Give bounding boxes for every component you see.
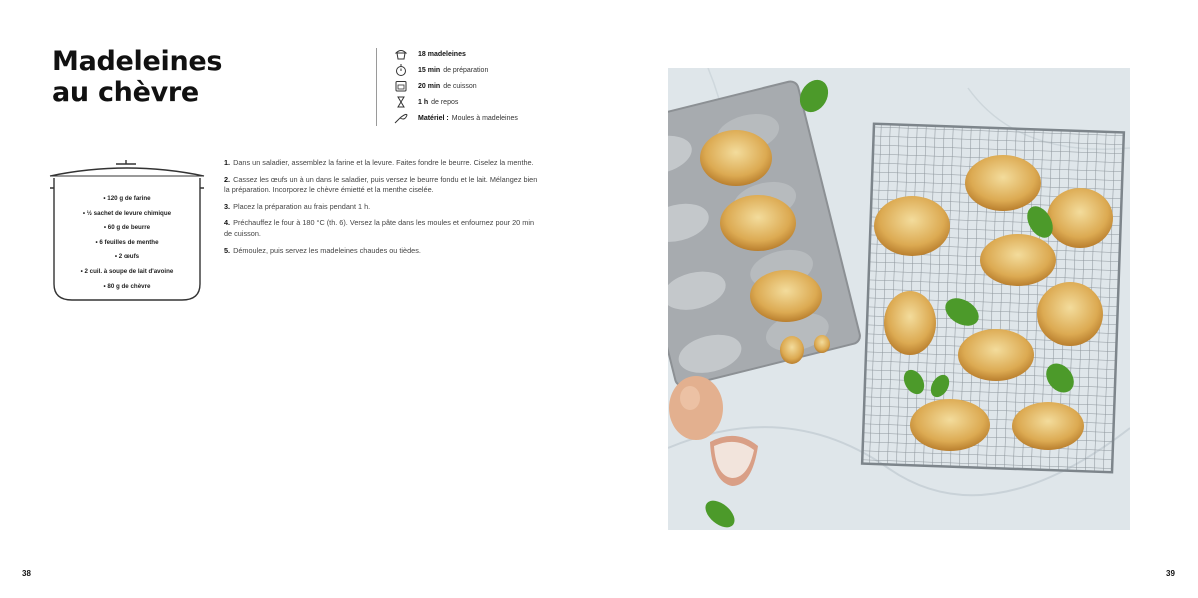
step-3: 3. Placez la préparation au frais pendant 1 h.	[224, 201, 371, 211]
page-number-left: 38	[22, 569, 31, 578]
step-4: 4. Préchauffez le four à 180 °C (th. 6). Versez la pâte dans les moules et enfournez pour 20 min de cuisson.	[224, 218, 535, 238]
ingredient-item: • 80 g de chèvre	[103, 282, 151, 290]
ingredient-item: • 2 œufs	[114, 253, 140, 261]
info-rest-time: 1 h de repos	[394, 94, 518, 110]
madeleines-photo	[668, 68, 1130, 530]
recipe-title-line-2: au chèvre	[52, 77, 199, 108]
page-number-right: 39	[1166, 569, 1175, 578]
step-1: 1. Dans un saladier, assemblez la farine et la levure. Faites fondre le beurre. Ciselez la menthe.	[224, 158, 534, 167]
info-prep-time: 15 min de préparation	[394, 62, 518, 78]
info-cook-time: 20 min de cuisson	[394, 78, 518, 94]
info-servings: 18 madeleines	[394, 46, 518, 62]
recipe-info	[394, 46, 518, 126]
ingredient-item: • 2 cuil. à soupe de lait d'avoine	[80, 267, 174, 275]
oven-icon	[394, 80, 408, 92]
ingredients-list	[52, 192, 202, 294]
ingredient-item: • 120 g de farine	[103, 195, 151, 202]
ingredient-item: • 6 feuilles de menthe	[95, 238, 159, 246]
whisk-icon	[394, 112, 408, 124]
hourglass-icon	[394, 96, 408, 108]
step-2: 2. Cassez les œufs un à un dans le saladier, puis versez le beurre fondu et le lait. Mélangez bien la préparation. Incorporez le chèvre émietté et la menthe ciselée.	[224, 174, 538, 195]
recipe-title	[52, 46, 222, 108]
recipe-steps	[224, 158, 542, 262]
ingredient-item: • ½ sachet de levure chimique	[82, 209, 172, 217]
info-equipment: Matériel : Moules à madeleines	[394, 110, 518, 126]
ingredient-item: • 60 g de beurre	[103, 224, 151, 232]
info-divider	[376, 48, 377, 126]
muffin-icon	[394, 48, 408, 60]
recipe-title-line-1: Madeleines	[52, 46, 223, 77]
step-5: 5. Démoulez, puis servez les madeleines chaudes ou tièdes.	[224, 245, 421, 255]
timer-icon	[394, 64, 408, 76]
